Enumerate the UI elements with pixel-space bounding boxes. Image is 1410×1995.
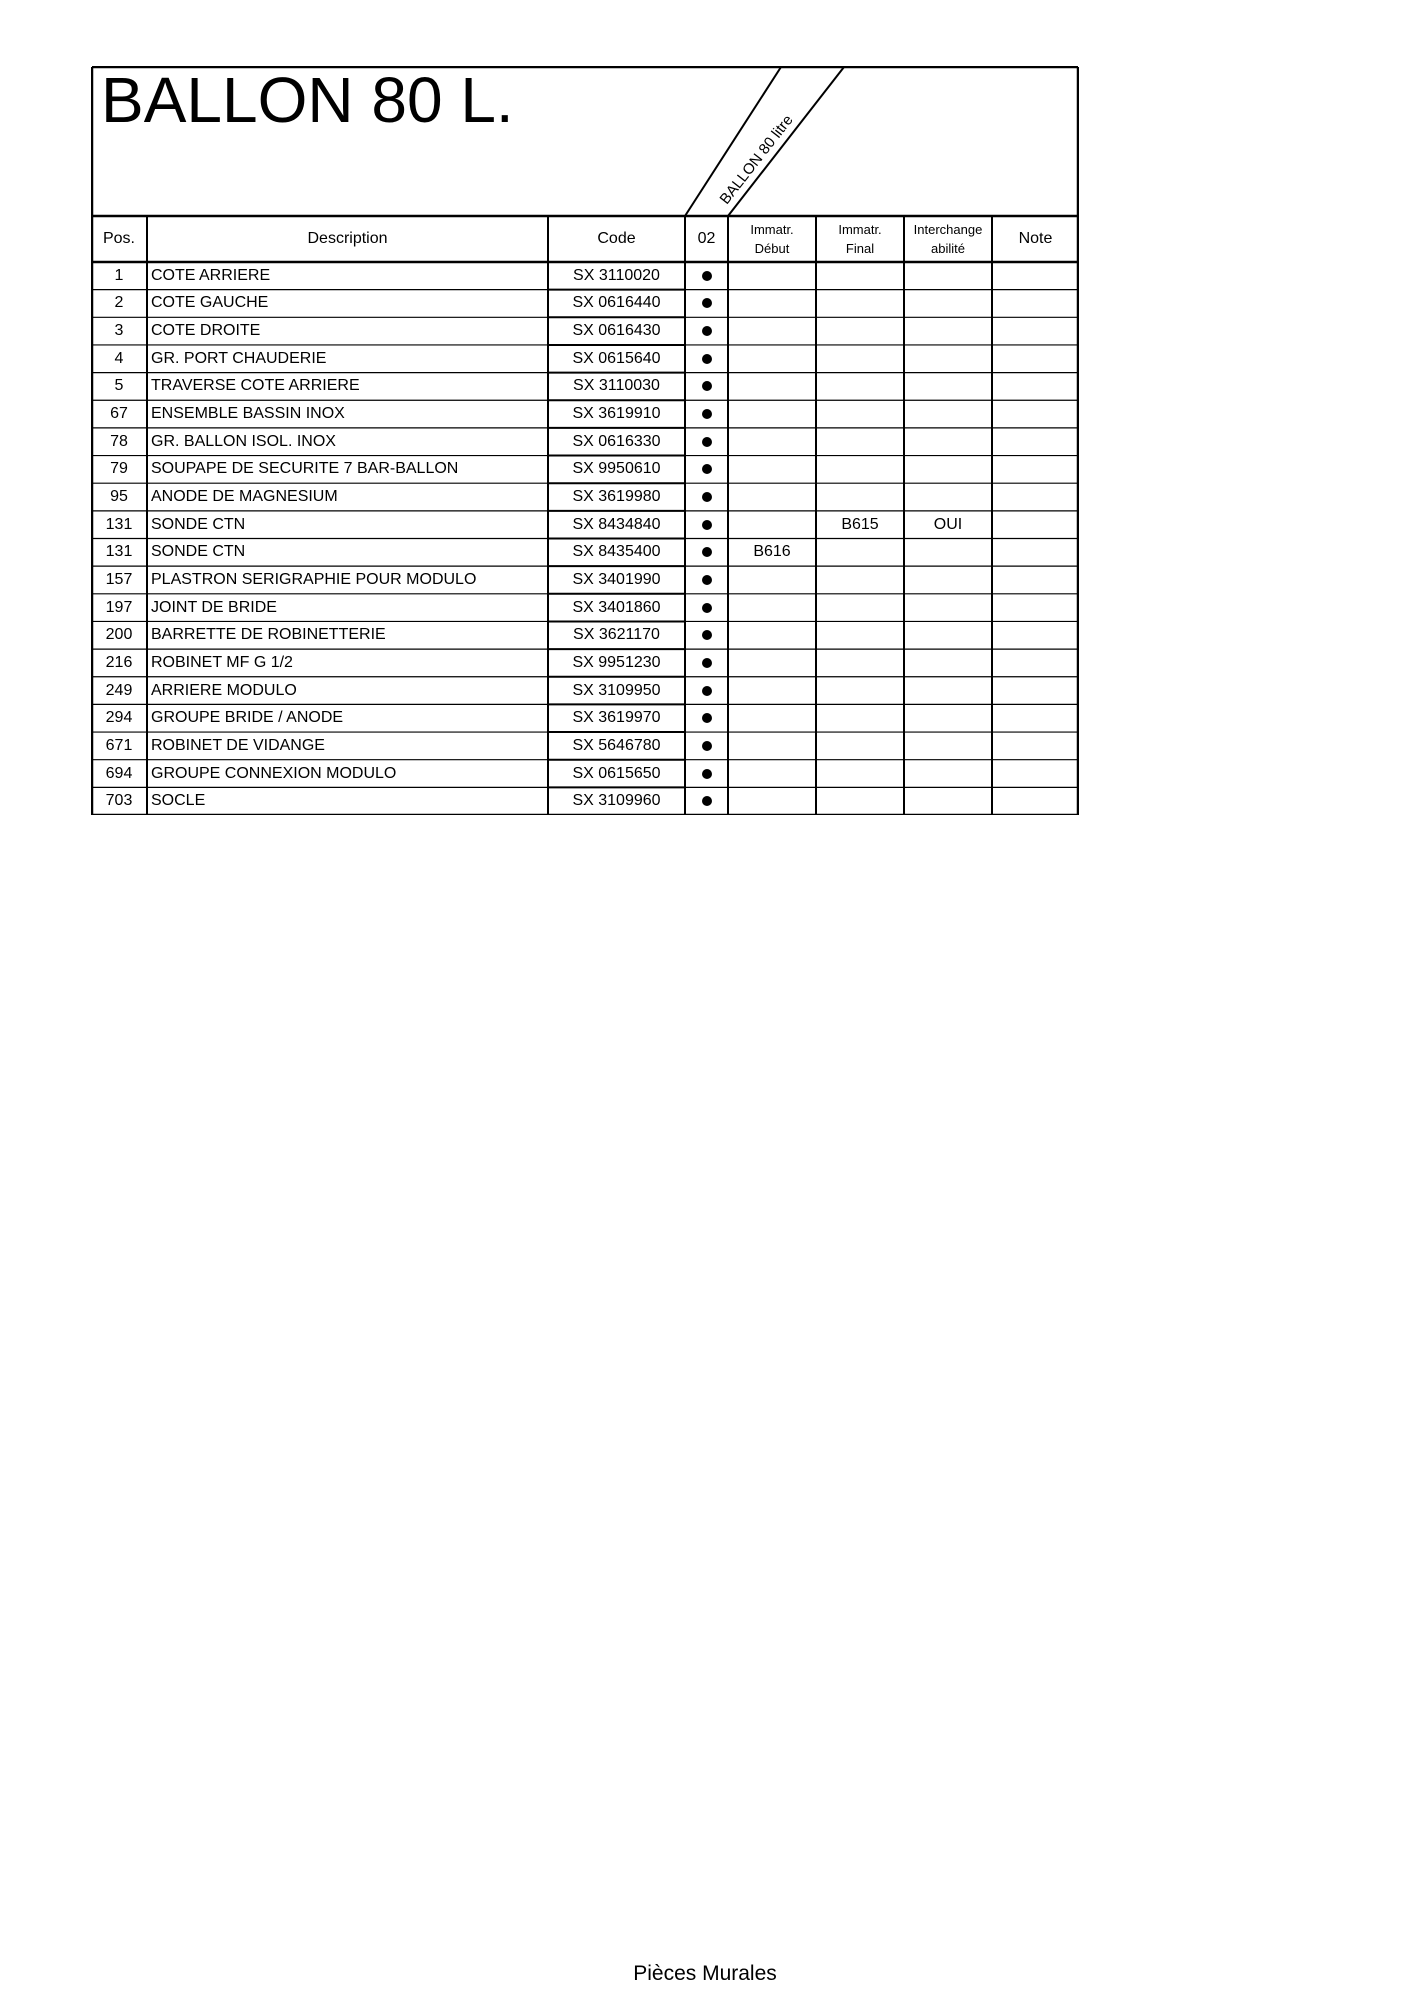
header-immatr-debut-line2: Début <box>754 241 790 256</box>
row-note-cell <box>992 649 1079 677</box>
row-final-cell <box>816 317 904 345</box>
row-note-cell <box>992 262 1079 290</box>
bullet-dot-icon <box>702 492 712 502</box>
row-code-cell: SX 0615640 <box>572 349 661 367</box>
row-note-cell <box>992 704 1079 732</box>
row-note-cell <box>992 760 1079 788</box>
row-debut-cell <box>728 456 816 484</box>
row-description-cell: PLASTRON SERIGRAPHIE POUR MODULO <box>151 570 477 588</box>
row-variant-cell <box>685 400 728 428</box>
row-pos-cell: 249 <box>105 681 133 699</box>
row-pos-cell: 1 <box>114 266 124 284</box>
row-description-cell: ROBINET MF G 1/2 <box>151 653 293 671</box>
row-code-cell: SX 3619910 <box>572 405 661 423</box>
row-interchange-cell <box>904 649 992 677</box>
row-pos-cell: 67 <box>110 405 128 423</box>
row-debut-cell <box>728 400 816 428</box>
row-interchange-cell <box>904 373 992 401</box>
row-pos-cell: 131 <box>105 515 133 533</box>
row-variant-cell <box>685 760 728 788</box>
row-note-cell <box>992 539 1079 567</box>
row-pos-cell: 2 <box>114 294 124 312</box>
bullet-dot-icon <box>702 575 712 585</box>
row-pos-cell: 78 <box>110 432 128 450</box>
row-variant-cell <box>685 456 728 484</box>
row-pos-cell: 131 <box>105 543 133 561</box>
row-final-cell <box>816 345 904 373</box>
row-interchange-cell <box>904 400 992 428</box>
row-debut-cell <box>728 732 816 760</box>
row-description-cell: GROUPE CONNEXION MODULO <box>151 764 397 782</box>
row-interchange-cell <box>904 290 992 318</box>
row-code-cell: SX 9951230 <box>572 653 661 671</box>
row-pos-cell: 79 <box>110 460 128 478</box>
row-note-cell <box>992 345 1079 373</box>
bullet-dot-icon <box>702 381 712 391</box>
row-variant-cell <box>685 677 728 705</box>
row-pos-cell: 200 <box>105 626 133 644</box>
row-description-cell: COTE GAUCHE <box>151 294 269 312</box>
header-code: Code <box>597 230 636 247</box>
bullet-dot-icon <box>702 409 712 419</box>
row-debut-cell <box>728 677 816 705</box>
header-immatr-final-line2: Final <box>845 241 875 256</box>
row-pos-cell: 95 <box>110 488 128 505</box>
row-interchange-cell <box>904 456 992 484</box>
row-variant-cell <box>685 317 728 345</box>
row-final-cell <box>816 566 904 594</box>
row-note-cell <box>992 787 1079 815</box>
row-debut-cell <box>728 621 816 649</box>
row-debut-cell <box>728 594 816 622</box>
row-pos-cell: 4 <box>114 349 124 367</box>
row-interchange-cell <box>904 262 992 290</box>
row-final-cell <box>816 594 904 622</box>
row-final-cell <box>816 787 904 815</box>
row-description-cell: BARRETTE DE ROBINETTERIE <box>151 626 386 644</box>
parts-sheet <box>91 66 1079 815</box>
row-debut-cell <box>728 345 816 373</box>
row-debut-cell <box>728 483 816 511</box>
row-interchange-cell <box>904 428 992 456</box>
header-description: Description <box>307 230 388 247</box>
row-pos-cell: 3 <box>114 322 124 340</box>
row-interchange-cell <box>904 760 992 788</box>
row-code-cell: SX 9950610 <box>572 460 661 478</box>
row-description-cell: SONDE CTN <box>151 543 246 561</box>
row-note-cell <box>992 621 1079 649</box>
row-debut-cell <box>728 649 816 677</box>
row-description-cell: JOINT DE BRIDE <box>151 598 277 616</box>
row-debut-cell <box>728 566 816 594</box>
row-description-cell: COTE DROITE <box>151 322 261 340</box>
bullet-dot-icon <box>702 686 712 696</box>
row-code-cell: SX 3621170 <box>573 626 660 644</box>
header-note: Note <box>1018 230 1053 247</box>
row-pos-cell: 197 <box>105 598 133 616</box>
row-pos-cell: 694 <box>105 764 133 782</box>
row-interchange-cell <box>904 732 992 760</box>
header-immatr-debut-line1: Immatr. <box>750 222 794 237</box>
row-description-cell: ANODE DE MAGNESIUM <box>151 488 338 505</box>
row-variant-cell <box>685 262 728 290</box>
row-interchange-cell <box>904 594 992 622</box>
row-interchange-cell <box>904 704 992 732</box>
row-note-cell <box>992 428 1079 456</box>
bullet-dot-icon <box>702 603 712 613</box>
bullet-dot-icon <box>702 547 712 557</box>
row-final-cell <box>816 428 904 456</box>
row-description-cell: ARRIERE MODULO <box>151 681 297 699</box>
row-code-cell: SX 3110030 <box>573 377 660 395</box>
header-immatr-final <box>816 216 904 262</box>
row-pos-cell: 294 <box>105 709 133 727</box>
row-note-cell <box>992 456 1079 484</box>
row-variant-cell <box>685 539 728 567</box>
bullet-dot-icon <box>702 769 712 779</box>
row-note-cell <box>992 566 1079 594</box>
row-pos-cell: 703 <box>105 792 133 810</box>
row-variant-cell <box>685 732 728 760</box>
row-debut-cell <box>728 511 816 539</box>
row-pos-cell: 216 <box>105 653 133 671</box>
row-debut-cell <box>728 262 816 290</box>
bullet-dot-icon <box>702 437 712 447</box>
row-description-cell: ROBINET DE VIDANGE <box>151 736 325 754</box>
row-final-cell <box>816 760 904 788</box>
bullet-dot-icon <box>702 326 712 336</box>
bullet-dot-icon <box>702 741 712 751</box>
row-note-cell <box>992 677 1079 705</box>
row-code-cell: SX 0616330 <box>572 432 661 450</box>
row-final-cell <box>816 483 904 511</box>
row-variant-cell <box>685 594 728 622</box>
row-final-cell <box>816 400 904 428</box>
row-debut-cell <box>728 428 816 456</box>
row-note-cell <box>992 373 1079 401</box>
header-variant: 02 <box>697 230 716 247</box>
row-code-cell: SX 3619970 <box>572 709 661 727</box>
row-description-cell: TRAVERSE COTE ARRIERE <box>151 377 360 395</box>
row-variant-cell <box>685 566 728 594</box>
bullet-dot-icon <box>702 271 712 281</box>
row-code-cell: SX 3109950 <box>572 681 661 699</box>
row-interchange-cell: OUI <box>933 515 963 533</box>
row-debut-cell <box>728 760 816 788</box>
row-note-cell <box>992 317 1079 345</box>
row-pos-cell: 671 <box>105 736 133 754</box>
row-interchange-cell <box>904 621 992 649</box>
row-final-cell <box>816 539 904 567</box>
header-immatr-debut <box>728 216 816 262</box>
row-code-cell: SX 5646780 <box>572 736 661 754</box>
row-variant-cell <box>685 345 728 373</box>
row-variant-cell <box>685 621 728 649</box>
row-debut-cell <box>728 317 816 345</box>
row-interchange-cell <box>904 317 992 345</box>
row-variant-cell <box>685 787 728 815</box>
bullet-dot-icon <box>702 464 712 474</box>
row-debut-cell: B616 <box>753 543 791 561</box>
bullet-dot-icon <box>702 658 712 668</box>
row-code-cell: SX 0615650 <box>572 764 661 782</box>
row-variant-cell <box>685 483 728 511</box>
row-variant-cell <box>685 704 728 732</box>
row-description-cell: COTE ARRIERE <box>151 266 271 284</box>
row-description-cell: SOCLE <box>151 792 206 810</box>
row-final-cell <box>816 456 904 484</box>
row-final-cell <box>816 621 904 649</box>
row-debut-cell <box>728 787 816 815</box>
row-variant-cell <box>685 428 728 456</box>
row-description-cell: GR. PORT CHAUDERIE <box>151 349 327 367</box>
bullet-dot-icon <box>702 298 712 308</box>
row-code-cell: SX 8435400 <box>572 543 661 561</box>
row-interchange-cell <box>904 345 992 373</box>
row-description-cell: SOUPAPE DE SECURITE 7 BAR-BALLON <box>151 460 459 478</box>
row-description-cell: GROUPE BRIDE / ANODE <box>151 709 344 727</box>
row-final-cell <box>816 649 904 677</box>
row-variant-cell <box>685 290 728 318</box>
row-code-cell: SX 3619980 <box>572 488 661 505</box>
header-pos: Pos. <box>102 230 135 247</box>
row-variant-cell <box>685 373 728 401</box>
row-final-cell <box>816 677 904 705</box>
page-title: BALLON 80 L. <box>101 64 514 136</box>
bullet-dot-icon <box>702 713 712 723</box>
row-pos-cell: 157 <box>105 570 133 588</box>
row-note-cell <box>992 290 1079 318</box>
row-interchange-cell <box>904 539 992 567</box>
row-debut-cell <box>728 704 816 732</box>
header-interchange-line2: abilité <box>931 241 965 256</box>
row-description-cell: GR. BALLON ISOL. INOX <box>151 432 336 450</box>
row-code-cell: SX 3401990 <box>572 570 661 588</box>
row-note-cell <box>992 594 1079 622</box>
bullet-dot-icon <box>702 630 712 640</box>
bullet-dot-icon <box>702 520 712 530</box>
row-pos-cell: 5 <box>114 377 124 395</box>
row-final-cell <box>816 290 904 318</box>
row-final-cell <box>816 373 904 401</box>
row-debut-cell <box>728 290 816 318</box>
row-final-cell <box>816 262 904 290</box>
row-description-cell: SONDE CTN <box>151 515 246 533</box>
bullet-dot-icon <box>702 354 712 364</box>
row-final-cell: B615 <box>841 515 879 533</box>
row-interchange-cell <box>904 566 992 594</box>
header-interchangeability <box>904 216 992 262</box>
row-note-cell <box>992 483 1079 511</box>
header-interchange-line1: Interchange <box>913 222 983 237</box>
row-variant-cell <box>685 649 728 677</box>
row-code-cell: SX 3401860 <box>572 598 661 616</box>
page-footer: Pièces Murales <box>633 1962 777 1985</box>
row-final-cell <box>816 732 904 760</box>
row-note-cell <box>992 400 1079 428</box>
row-note-cell <box>992 511 1079 539</box>
variant-column-label: BALLON 80 litre <box>716 111 797 208</box>
row-debut-cell <box>728 373 816 401</box>
row-note-cell <box>992 732 1079 760</box>
row-interchange-cell <box>904 677 992 705</box>
row-code-cell: SX 8434840 <box>572 515 661 533</box>
row-interchange-cell <box>904 483 992 511</box>
row-code-cell: SX 0616440 <box>572 294 661 312</box>
variant-diagonal-right-line <box>728 67 844 216</box>
header-immatr-final-line1: Immatr. <box>838 222 882 237</box>
row-variant-cell <box>685 511 728 539</box>
row-final-cell <box>816 704 904 732</box>
row-code-cell: SX 0616430 <box>572 322 661 340</box>
row-code-cell: SX 3110020 <box>573 266 660 284</box>
bullet-dot-icon <box>702 796 712 806</box>
row-interchange-cell <box>904 787 992 815</box>
row-code-cell: SX 3109960 <box>572 792 661 810</box>
row-description-cell: ENSEMBLE BASSIN INOX <box>151 405 345 423</box>
